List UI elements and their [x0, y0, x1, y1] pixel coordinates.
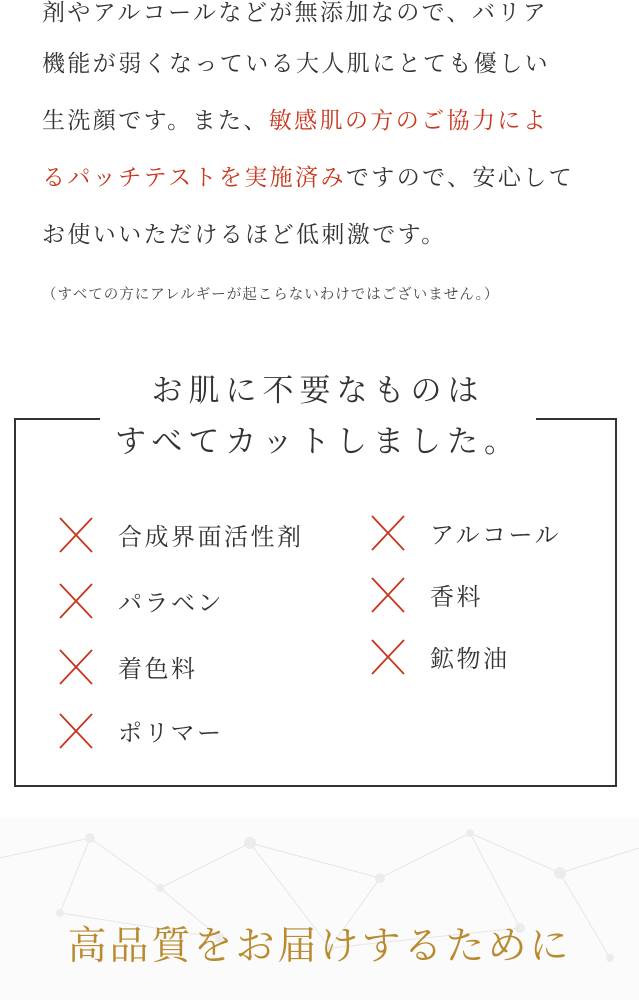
ingredient-label: アルコール — [430, 520, 562, 549]
ingredient-item — [54, 642, 198, 690]
intro-line-1: 剤やアルコールなどが無添加なので、バリア — [42, 0, 549, 26]
intro-line-3-highlight: 敏感肌の方のご協力によ — [268, 108, 549, 134]
cross-mark-icon — [54, 708, 98, 752]
ingredient-item — [366, 632, 510, 680]
box-title-line-1: お肌に不要なものは — [151, 373, 485, 409]
intro-line-5: お使いいただけるほど低刺激です。 — [42, 222, 447, 248]
ingredient-label: 着色料 — [118, 654, 198, 683]
cross-mark-icon — [366, 634, 410, 678]
ingredient-label: 合成界面活性剤 — [118, 522, 304, 551]
intro-line-4 — [42, 150, 612, 207]
intro-line-3-plain: 生洗顔です。また、 — [42, 108, 269, 134]
ingredient-label: パラベン — [118, 588, 224, 617]
network-background — [0, 818, 639, 1000]
ingredient-item — [366, 570, 483, 618]
ingredient-label: 鉱物油 — [430, 644, 510, 673]
ingredient-item — [54, 510, 304, 558]
cross-mark-icon — [54, 644, 98, 688]
cross-mark-icon — [54, 512, 98, 556]
cross-mark-icon — [366, 572, 410, 616]
intro-text — [42, 0, 612, 264]
ingredient-item — [54, 576, 224, 624]
box-title — [100, 366, 536, 468]
box-title-line-2: すべてカットしました。 — [114, 424, 522, 460]
cross-mark-icon — [366, 510, 410, 554]
intro-line-4-highlight: るパッチテストを実施済み — [42, 165, 346, 191]
section-heading: 高品質をお届けするために — [67, 924, 572, 969]
ingredient-item — [366, 508, 561, 556]
intro-line-2: 機能が弱くなっている大人肌にとても優しい — [42, 51, 550, 77]
ingredient-label: 香料 — [430, 582, 483, 611]
intro-line-3 — [42, 93, 612, 150]
ingredient-item — [54, 706, 224, 754]
allergy-note: （すべての方にアレルギーが起こらないわけではございません。） — [42, 287, 500, 303]
intro-line-4-plain: ですので、安心して — [345, 165, 575, 191]
ingredient-label: ポリマー — [118, 718, 224, 747]
cross-mark-icon — [54, 578, 98, 622]
